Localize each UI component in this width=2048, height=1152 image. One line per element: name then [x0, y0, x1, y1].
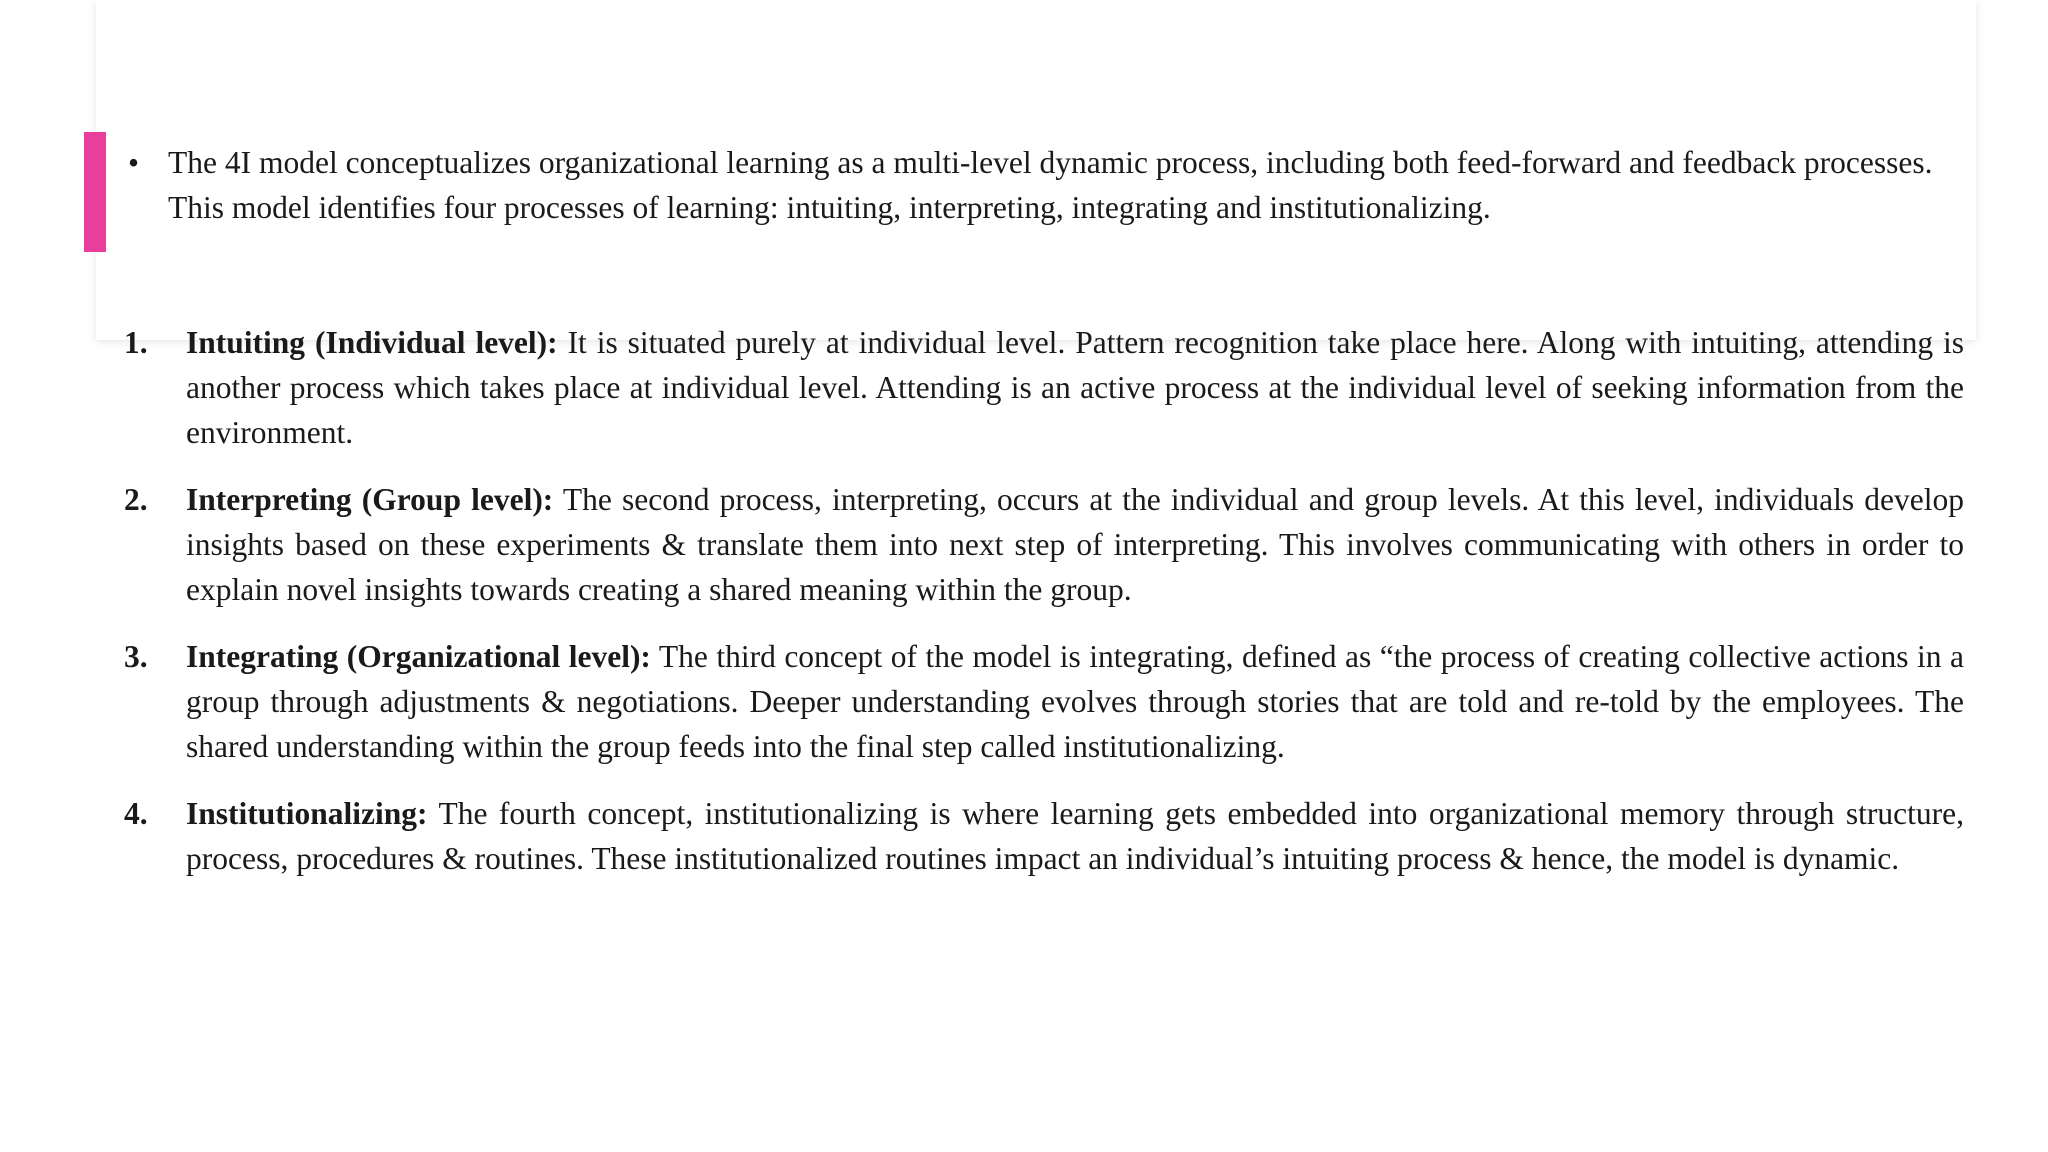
intro-bullet	[124, 140, 1964, 230]
list-item-text	[186, 634, 1964, 769]
list-number: 4.	[124, 796, 148, 831]
bullet-icon: •	[128, 145, 140, 180]
list-item-text	[186, 791, 1964, 881]
list-item-term: Institutionalizing:	[186, 796, 428, 831]
list-number: 1.	[124, 325, 148, 360]
list-item-intuiting	[124, 320, 1964, 455]
accent-bar	[84, 132, 106, 252]
intro-text: The 4I model conceptualizes organizational learning as a multi-level dynamic process, including both feed-forward and feedback processes. This model identifies four processes of learning: intuiting, interpreting, integrating and institutionalizing.	[168, 145, 1933, 225]
list-item-institutionalizing	[124, 791, 1964, 881]
list-item-body: The fourth concept, institutionalizing is where learning gets embedded into organizational memory through structure, process, procedures & routines. These institutionalized routines impact an individual’s intuiting process & hence, the model is dynamic.	[186, 796, 1964, 876]
list-item-term: Interpreting (Group level):	[186, 482, 554, 517]
list-item-term: Intuiting (Individual level):	[186, 325, 558, 360]
list-number: 2.	[124, 482, 148, 517]
list-item-interpreting	[124, 477, 1964, 612]
list-item-body: The second process, interpreting, occurs at the individual and group levels. At this level, individuals develop insights based on these experiments & translate them into next step of interpreting. This involves communicating with others in order to explain novel insights towards creating a shared meaning within the group.	[186, 482, 1964, 607]
list-item-body: The third concept of the model is integrating, defined as “the process of creating collective actions in a group through adjustments & negotiations. Deeper understanding evolves through stories that are told and re-told by the employees. The shared understanding within the group feeds into the final step called institutionalizing.	[186, 639, 1964, 764]
list-item-text	[186, 477, 1964, 612]
list-item-integrating	[124, 634, 1964, 769]
list-item-term: Integrating (Organizational level):	[186, 639, 651, 674]
list-number: 3.	[124, 639, 148, 674]
list-item-body: It is situated purely at individual level. Pattern recognition take place here. Along with intuiting, attending is another process which takes place at individual level. Attending is an active process at the individual level of seeking information from the environment.	[186, 325, 1964, 450]
numbered-list	[124, 320, 1964, 903]
list-item-text	[186, 320, 1964, 455]
